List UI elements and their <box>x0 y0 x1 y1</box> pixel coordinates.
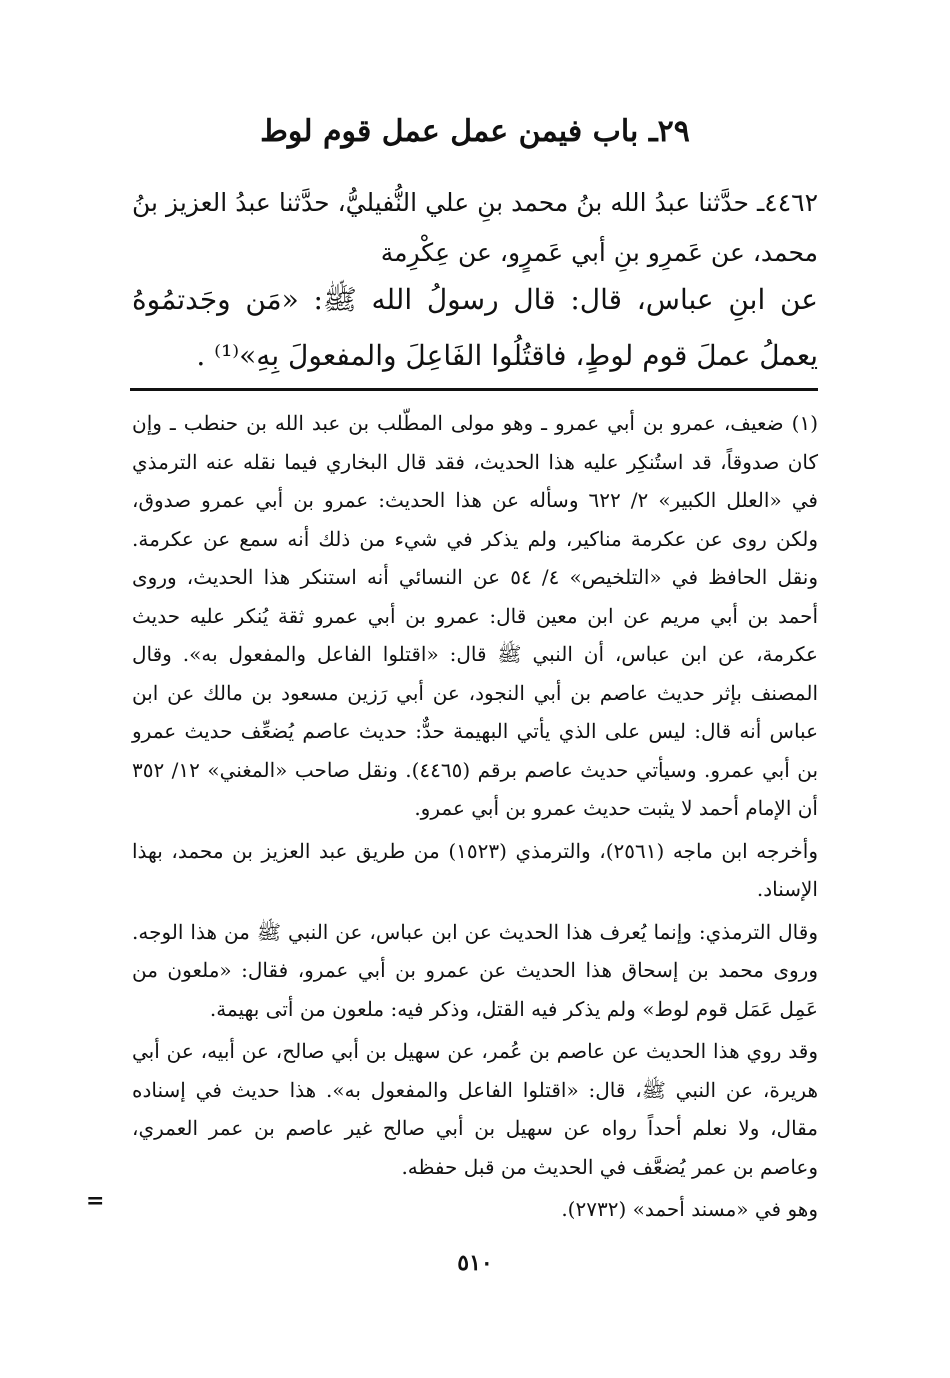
footnote-paragraph: وقال الترمذي: وإنما يُعرف هذا الحديث عن ابن عباس، عن النبي ﷺ من هذا الوجه. وروى محمد بن إسحاق هذا الحديث عن عمرو بن أبي عمرو، فقال: «ملعون من عَمِل عَمَل قوم لوط» ولم يذكر فيه القتل، وذكر فيه: ملعون من أتى بهيمة. <box>132 919 818 1021</box>
footnote-divider <box>130 388 818 391</box>
hadith-isnad: ٤٤٦٢ـ حدَّثنا عبدُ الله بنُ محمد بنِ علي النُّفيليُّ، حدَّثنا عبدُ العزيز بنُ محمد، عن عَمرِو بنِ أبي عَمرٍو، عن عِكْرِمة <box>132 188 818 267</box>
footnote-paragraph: (١) ضعيف، عمرو بن أبي عمرو ـ وهو مولى المطّلب بن عبد الله بن حنطب ـ وإن كان صدوقاً، قد استُنكِر عليه هذا الحديث، فقد قال البخاري فيما نقله عنه الترمذي في «العلل الكبير» ٢/ ٦٢٢ وسأله عن هذا الحديث: عمرو بن أبي عمرو صدوق، ولكن روى عن عكرمة مناكير، ولم يذكر في شيء من ذلك أنه سمع عن عكرمة. ونقل الحافظ في «التلخيص» ٤/ ٥٤ عن النسائي أنه استنكر هذا الحديث، وروى أحمد بن أبي مريم عن ابن معين قال: عمرو بن أبي عمرو ثقة يُنكر عليه حديث عكرمة، عن ابن عباس، أن النبي ﷺ قال: «اقتلوا الفاعل والمفعول به». وقال المصنف بإثر حديث عاصم بن أبي النجود، عن أبي رَزين مسعود بن مالك عن ابن عباس أنه قال: ليس على الذي يأتي البهيمة حدٌّ: حديث عاصم يُضعِّف حديث عمرو بن أبي عمرو. وسيأتي حديث عاصم برقم (٤٤٦٥). ونقل صاحب «المغني» ١٢/ ٣٥٢ أن الإمام أحمد لا يثبت حديث عمرو بن أبي عمرو. <box>132 411 819 820</box>
footnote-paragraph: وقد روي هذا الحديث عن عاصم بن عُمر، عن سهيل بن أبي صالح، عن أبيه، عن أبي هريرة، عن النبي ﷺ، قال: «اقتلوا الفاعل والمفعول به». هذا حديث في إسناده مقال، ولا نعلم أحداً رواه عن سهيل بن أبي صالح غير عاصم بن عمر العمري، وعاصم بن عمر يُضعَّف في الحديث من قبل حفظه. <box>132 1039 818 1179</box>
footnotes-section <box>132 404 818 1233</box>
footnote-paragraph: وأخرجه ابن ماجه (٢٥٦١)، والترمذي (١٥٢٣) من طريق عبد العزيز بن محمد، بهذا الإسناد. <box>132 838 818 901</box>
page-number: ٥١٠ <box>457 1250 493 1276</box>
footnote-paragraph: وهو في «مسند أحمد» (٢٧٣٢). <box>561 1197 818 1221</box>
continuation-mark: = <box>86 1188 105 1214</box>
chapter-title: ٢٩ـ باب فيمن عمل عمل قوم لوط <box>260 114 690 149</box>
hadith-matn: عن ابنِ عباس، قال: قال رسولُ الله ﷺ: «مَن وجَدتمُوهُ يعملُ عملَ قوم لوطٍ، فاقتُلُوا الفَاعِلَ والمفعولَ بِهِ»⁽¹⁾ . <box>132 283 818 372</box>
